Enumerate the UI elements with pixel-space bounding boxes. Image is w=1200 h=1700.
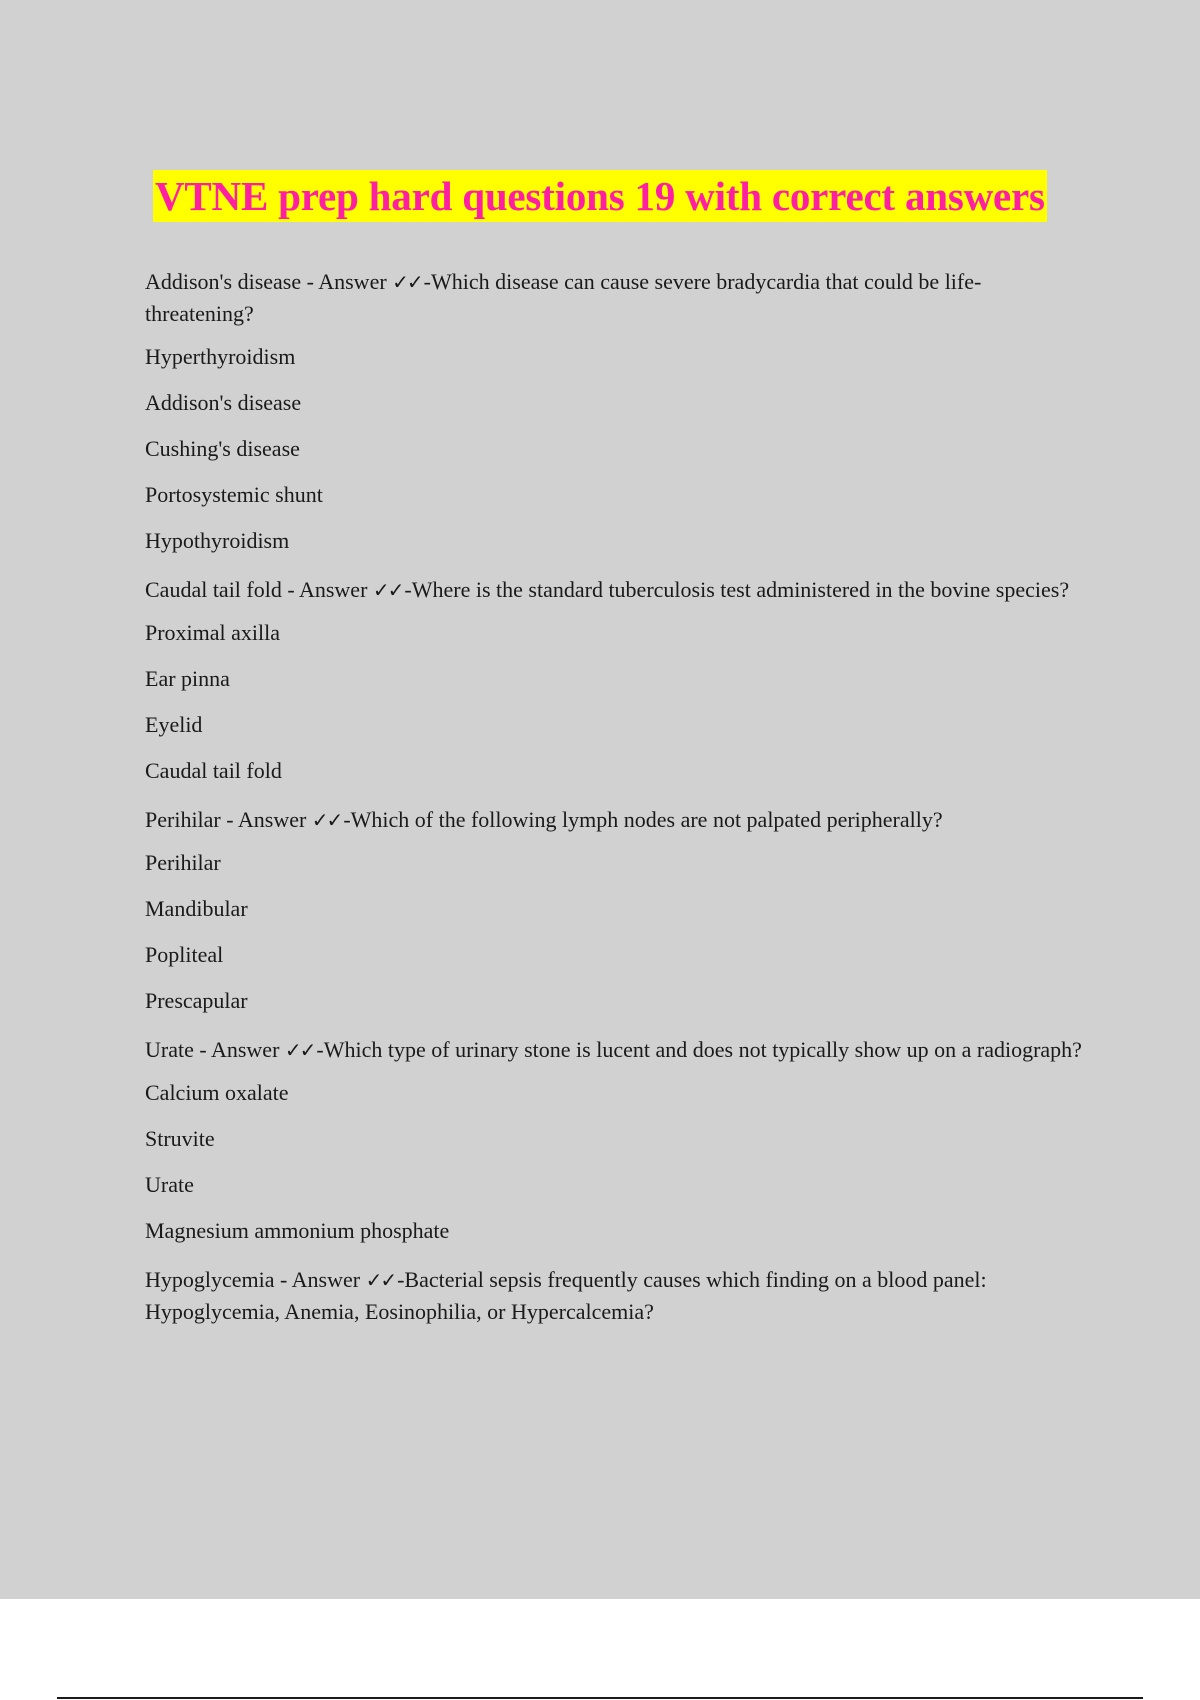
answer-label: Addison's disease - Answer bbox=[145, 269, 393, 294]
question-entry bbox=[145, 1264, 1085, 1328]
option-item: Ear pinna bbox=[145, 666, 230, 691]
question-entry bbox=[145, 266, 1085, 330]
qa-list bbox=[145, 266, 1085, 1339]
option-item: Hypothyroidism bbox=[145, 528, 290, 553]
option-item: Mandibular bbox=[145, 896, 248, 921]
option-item: Proximal axilla bbox=[145, 620, 281, 645]
option-item: Urate bbox=[145, 1172, 194, 1197]
option-item: Popliteal bbox=[145, 942, 224, 967]
option-item: Perihilar bbox=[145, 850, 221, 875]
question-entry bbox=[145, 804, 1085, 836]
option-item: Eyelid bbox=[145, 712, 203, 737]
option-item: Portosystemic shunt bbox=[145, 482, 323, 507]
check-mark-icon: ✓✓ bbox=[372, 578, 403, 602]
question-entry bbox=[145, 1034, 1085, 1066]
question-text: -Which type of urinary stone is lucent and does not typically show up on a radiograph? bbox=[316, 1037, 1082, 1062]
option-item: Hyperthyroidism bbox=[145, 344, 296, 369]
answer-label: Perihilar - Answer bbox=[145, 807, 312, 832]
check-mark-icon: ✓✓ bbox=[365, 1268, 396, 1292]
answer-label: Caudal tail fold - Answer bbox=[145, 577, 373, 602]
option-item: Magnesium ammonium phosphate bbox=[145, 1218, 450, 1243]
check-mark-icon: ✓✓ bbox=[311, 808, 342, 832]
option-item: Caudal tail fold bbox=[145, 758, 282, 783]
question-text: -Where is the standard tuberculosis test administered in the bovine species? bbox=[404, 577, 1070, 602]
option-item: Struvite bbox=[145, 1126, 215, 1151]
check-mark-icon: ✓✓ bbox=[392, 270, 422, 294]
option-item: Calcium oxalate bbox=[145, 1080, 289, 1105]
question-text: -Bacterial sepsis frequently causes which finding on a blood panel: Hypoglycemia, Anemia, Eosinophilia, or Hypercalcemia? bbox=[145, 1267, 987, 1324]
question-text: -Which of the following lymph nodes are not palpated peripherally? bbox=[343, 807, 943, 832]
question-text: -Which disease can cause severe bradycardia that could be life-threatening? bbox=[145, 269, 982, 326]
option-item: Cushing's disease bbox=[145, 436, 300, 461]
answer-label: Urate - Answer bbox=[145, 1037, 285, 1062]
option-item: Prescapular bbox=[145, 988, 248, 1013]
document-title: VTNE prep hard questions 19 with correct answers bbox=[153, 170, 1047, 222]
question-entry bbox=[145, 574, 1085, 606]
footer-divider bbox=[57, 1697, 1143, 1699]
answer-label: Hypoglycemia - Answer bbox=[145, 1267, 366, 1292]
option-item: Addison's disease bbox=[145, 390, 302, 415]
check-mark-icon: ✓✓ bbox=[284, 1038, 315, 1062]
